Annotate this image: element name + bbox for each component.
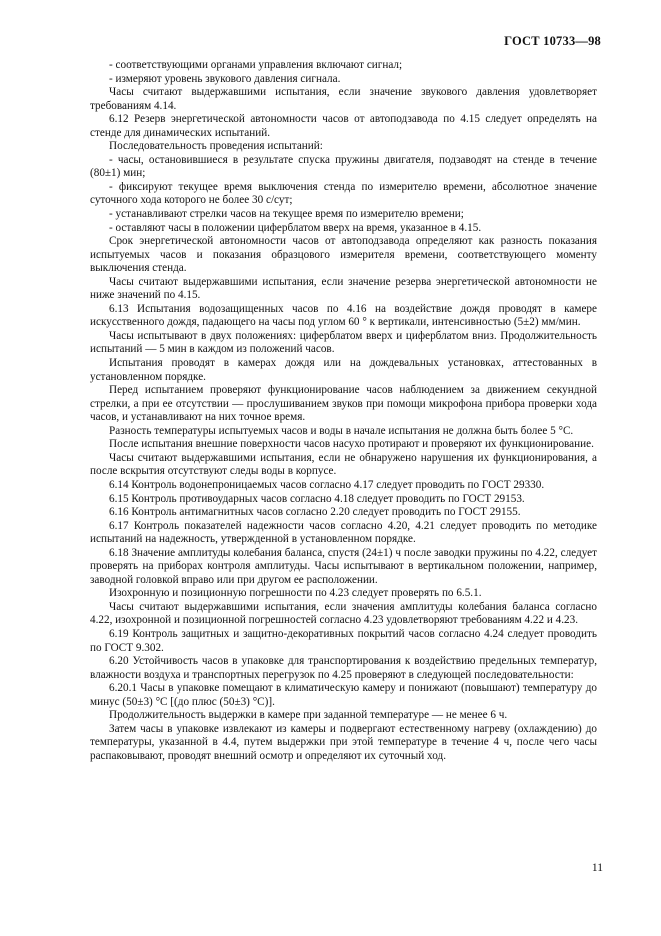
paragraph: Срок энергетической автономности часов от автоподзавода определяют как разность показания испытуемых часов и показания образцового измерителя времени, соответствующего моменту выключения стенда.	[90, 235, 597, 275]
paragraph: Перед испытанием проверяют функционирование часов наблюдением за движением секундной стрелки, а при ее отсутствии — прослушиванием звуков при помощи микрофона прибора проверки хода часов, и устанавливают на них точное время.	[90, 384, 597, 424]
paragraph: 6.17 Контроль показателей надежности часов согласно 4.20, 4.21 следует проводить по методике испытаний на надежность, утвержденной в установленном порядке.	[90, 519, 597, 546]
paragraph: Часы считают выдержавшими испытания, если не обнаружено нарушения их функционирования, а после вскрытия отсутствуют следы воды в корпусе.	[90, 451, 597, 478]
paragraph: Часы считают выдержавшими испытания, если значение резерва энергетической автономности не ниже значений по 4.15.	[90, 275, 597, 302]
document-body	[90, 59, 597, 763]
paragraph: После испытания внешние поверхности часов насухо протирают и проверяют их функционирование.	[109, 438, 594, 451]
paragraph: Часы испытывают в двух положениях: циферблатом вверх и циферблатом вниз. Продолжительность испытаний — 5 мин в каждом из положений часов.	[90, 329, 597, 356]
paragraph: Изохронную и позиционную погрешности по 4.23 следует проверять по 6.5.1.	[109, 587, 482, 600]
paragraph: 6.19 Контроль защитных и защитно-декоративных покрытий часов согласно 4.24 следует проводить по ГОСТ 9.302.	[90, 627, 597, 654]
paragraph: - часы, остановившиеся в результате спуска пружины двигателя, подзаводят на стенде в течение (80±1) мин;	[90, 153, 597, 180]
paragraph: 6.14 Контроль водонепроницаемых часов согласно 4.17 следует проводить по ГОСТ 29330.	[109, 478, 545, 491]
paragraph: 6.15 Контроль противоударных часов согласно 4.18 следует проводить по ГОСТ 29153.	[109, 492, 525, 505]
paragraph: 6.18 Значение амплитуды колебания баланса, спустя (24±1) ч после заводки пружины по 4.22, следует проверять на приборах контроля амплитуды. Часы испытывают в вертикальном положении, например, заводной головкой вправо или при другом ее расположении.	[90, 546, 597, 586]
standard-header: ГОСТ 10733—98	[504, 34, 601, 48]
paragraph: 6.20.1 Часы в упаковке помещают в климатическую камеру и понижают (повышают) температуру до минус (50±3) °С [(до плюс (50±3) °С)].	[90, 682, 597, 708]
paragraph: - фиксируют текущее время выключения стенда по измерителю времени, абсолютное значение суточного хода которого не более 30 с/сут;	[90, 180, 597, 207]
paragraph: Продолжительность выдержки в камере при заданной температуре — не менее 6 ч.	[109, 709, 508, 722]
paragraph: - измеряют уровень звукового давления сигнала.	[109, 72, 341, 85]
paragraph: Последовательность проведения испытаний:	[109, 140, 323, 153]
paragraph: Часы считают выдержавшими испытания, если значение звукового давления удовлетворяет требованиям 4.14.	[90, 86, 597, 112]
paragraph: Часы считают выдержавшими испытания, если значения амплитуды колебания баланса согласно 4.22, изохронной и позиционной погрешностей согласно 4.23 удовлетворяют требованиям 4.22 и 4.23.	[90, 600, 597, 627]
paragraph: - соответствующими органами управления включают сигнал;	[109, 59, 403, 71]
paragraph: Разность температуры испытуемых часов и воды в начале испытания не должна быть более 5 °С.	[109, 424, 574, 437]
page-number: 11	[591, 862, 603, 874]
paragraph: 6.16 Контроль антимагнитных часов согласно 2.20 следует проводить по ГОСТ 29155.	[109, 506, 521, 519]
paragraph: - устанавливают стрелки часов на текущее время по измерителю времени;	[109, 208, 464, 221]
paragraph: 6.12 Резерв энергетической автономности часов от автоподзавода по 4.15 следует определять на стенде для динамических испытаний.	[90, 113, 597, 139]
paragraph: 6.20 Устойчивость часов в упаковке для транспортирования к воздействию предельных температур, влажности воздуха и транспортных перегрузок по 4.25 проверяют в следующей последовательности:	[90, 655, 597, 681]
paragraph: Испытания проводят в камерах дождя или на дождевальных установках, аттестованных в установленном порядке.	[90, 357, 597, 383]
paragraph: - оставляют часы в положении циферблатом вверх на время, указанное в 4.15.	[109, 221, 482, 234]
paragraph: Затем часы в упаковке извлекают из камеры и подвергают естественному нагреву (охлаждению) до температуры, указанной в 4.4, путем выдержки при этой температуре в течение 4 ч, после чего часы распаковывают, проводят внешний осмотр и определяют их суточный ход.	[90, 722, 597, 762]
paragraph: 6.13 Испытания водозащищенных часов по 4.16 на воздействие дождя проводят в камере искусственного дождя, падающего на часы под углом 60 ° к вертикали, интенсивностью (5±2) мм/мин.	[90, 302, 597, 329]
